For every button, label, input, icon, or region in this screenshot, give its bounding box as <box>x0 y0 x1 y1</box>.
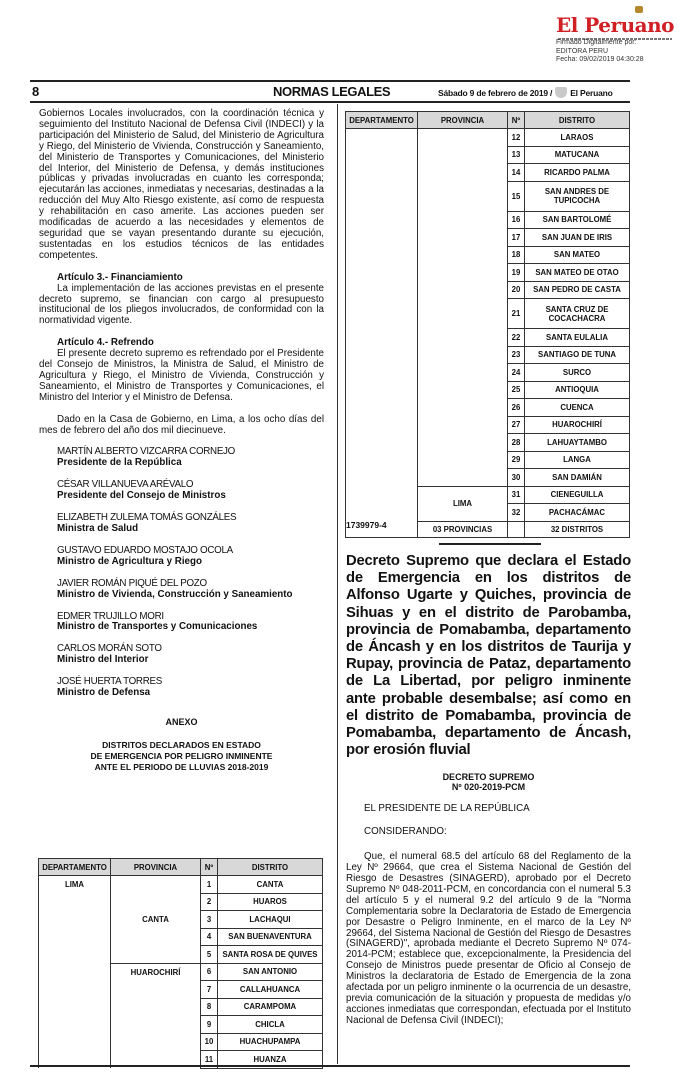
number-cell: 28 <box>508 434 525 452</box>
article-4-title: Artículo 4.- Refrendo <box>57 337 154 349</box>
signatory <box>39 644 324 666</box>
coat-of-arms-icon <box>635 6 643 13</box>
president-line: EL PRESIDENTE DE LA REPÚBLICA <box>364 803 530 815</box>
article-3-text: La implementación de las acciones previstas en el presente decreto supremo, se financian con cargo al presupuesto institucional de los pliegos involucrados, de conformidad con la normatividad vigente. <box>39 282 324 327</box>
signatory-role: Ministra de Salud <box>57 523 139 534</box>
district-cell: SANTA EULALIA <box>525 329 630 347</box>
district-cell: CUENCA <box>525 399 630 417</box>
number-cell: 8 <box>201 998 218 1016</box>
table-row <box>346 129 630 147</box>
signatory-role: Ministro de Transportes y Comunicaciones <box>57 621 258 633</box>
district-cell: LAHUAYTAMBO <box>525 434 630 452</box>
province-cell <box>418 129 508 487</box>
districts-table-part-2 <box>345 111 630 538</box>
province-cell: LIMA <box>418 486 508 521</box>
district-cell: HUAROCHIRÍ <box>525 416 630 434</box>
signatory <box>39 612 324 634</box>
district-cell: SAN BARTOLOMÉ <box>525 211 630 229</box>
decree-number: Nº 020-2019-PCM <box>451 782 526 793</box>
number-cell: 30 <box>508 469 525 487</box>
column-header: PROVINCIA <box>111 859 201 876</box>
number-cell: 20 <box>508 281 525 299</box>
number-cell: 21 <box>508 299 525 329</box>
signatory <box>39 480 324 502</box>
number-cell: 14 <box>508 164 525 182</box>
number-cell: 7 <box>201 981 218 999</box>
signatory <box>39 677 324 699</box>
header-date <box>438 87 613 98</box>
signatory-role: Presidente de la República <box>57 457 182 469</box>
column-header: Nº <box>201 859 218 876</box>
signatory-name: CARLOS MORÁN SOTO <box>57 643 162 655</box>
district-cell: CANTA <box>218 876 323 894</box>
district-cell: SANTIAGO DE TUNA <box>525 346 630 364</box>
district-cell: HUAROS <box>218 893 323 911</box>
district-cell: RICARDO PALMA <box>525 164 630 182</box>
given-paragraph: Dado en la Casa de Gobierno, en Lima, a los ocho días del mes de febrero del año dos mil diecinueve. <box>39 413 324 436</box>
footer-rule <box>30 1065 630 1067</box>
department-cell: LIMA <box>39 876 111 1069</box>
annex-subtitle-line: DE EMERGENCIA POR PELIGRO INMINENTE <box>90 750 273 761</box>
number-cell: 25 <box>508 381 525 399</box>
column-header: DEPARTAMENTO <box>39 859 111 876</box>
signatory-role: Presidente del Consejo de Ministros <box>57 490 226 502</box>
number-cell: 12 <box>508 129 525 147</box>
province-cell: HUAROCHIRÍ <box>111 963 201 1068</box>
signatory <box>39 579 324 601</box>
department-cell <box>346 129 418 538</box>
table-header-row <box>346 112 630 129</box>
signatory-name: GUSTAVO EDUARDO MOSTAJO OCOLA <box>57 544 233 556</box>
column-divider <box>337 104 338 1064</box>
total-provinces: 03 PROVINCIAS <box>418 521 508 537</box>
signatory-role: Ministro del Interior <box>57 654 149 666</box>
number-cell: 16 <box>508 211 525 229</box>
table-header-row <box>39 859 323 876</box>
number-cell: 2 <box>201 893 218 911</box>
number-cell: 11 <box>201 1051 218 1069</box>
district-cell: SAN JUAN DE IRIS <box>525 229 630 247</box>
article-3-title: Artículo 3.- Financiamiento <box>57 271 183 283</box>
signatory <box>39 513 324 535</box>
date-text: Sábado 9 de febrero de 2019 / <box>438 87 553 98</box>
signatory-role: Ministro de Vivienda, Construcción y Saneamiento <box>57 588 293 600</box>
separator-rule <box>439 543 541 545</box>
district-cell: LACHAQUI <box>218 911 323 929</box>
number-cell: 10 <box>201 1033 218 1051</box>
annex-subtitle-line: DISTRITOS DECLARADOS EN ESTADO <box>102 739 261 750</box>
number-cell: 17 <box>508 229 525 247</box>
signature-line: Firmado Digitalmente por: <box>556 39 637 46</box>
column-header: DEPARTAMENTO <box>346 112 418 129</box>
district-cell: SAN MATEO DE OTAO <box>525 264 630 282</box>
annex-title: ANEXO <box>165 716 198 727</box>
number-cell: 26 <box>508 399 525 417</box>
signatory-role: Ministro de Defensa <box>57 687 151 699</box>
signature-line: Fecha: 09/02/2019 04:30:28 <box>556 56 644 63</box>
number-cell: 3 <box>201 911 218 929</box>
district-cell: CIENEGUILLA <box>525 486 630 504</box>
signatory <box>39 447 324 469</box>
signature-line: EDITORA PERU <box>556 47 608 55</box>
district-cell: SAN ANDRES DE TUPICOCHA <box>525 181 630 211</box>
number-cell: 29 <box>508 451 525 469</box>
page-number: 8 <box>32 84 40 99</box>
section-title: NORMAS LEGALES <box>273 84 391 99</box>
district-cell: PACHACÁMAC <box>525 504 630 522</box>
decree-header <box>346 772 631 792</box>
left-column <box>39 109 324 773</box>
number-cell: 5 <box>201 946 218 964</box>
district-cell: HUANZA <box>218 1051 323 1069</box>
signatory-name: CÉSAR VILLANUEVA ARÉVALO <box>57 479 194 491</box>
district-cell: SAN PEDRO DE CASTA <box>525 281 630 299</box>
number-cell: 24 <box>508 364 525 382</box>
document-number: 1739979-4 <box>346 520 387 530</box>
paper-name: El Peruano <box>570 87 613 98</box>
number-cell: 4 <box>201 928 218 946</box>
signatory <box>39 546 324 568</box>
right-column <box>346 520 631 1027</box>
total-districts: 32 DISTRITOS <box>525 521 630 537</box>
district-cell: SAN ANTONIO <box>218 963 323 981</box>
column-header: PROVINCIA <box>418 112 508 129</box>
decree-label: DECRETO SUPREMO <box>442 772 535 783</box>
district-cell: LANGA <box>525 451 630 469</box>
number-cell: 15 <box>508 181 525 211</box>
number-cell: 32 <box>508 504 525 522</box>
header-rule-bottom <box>30 101 630 103</box>
article-4-text: El presente decreto supremo es refrendado por el Presidente del Consejo de Ministros, la Ministra de Salud, el Ministro de Agricultura y Riego, el Ministro de Vivienda, Construcción y Saneamiento, el Ministro de Transportes y Comunicaciones, el Ministro del Interior y el Ministro de Defensa. <box>39 348 324 403</box>
number-cell: 13 <box>508 146 525 164</box>
considering-paragraph: Que, el numeral 68.5 del artículo 68 del Reglamento de la Ley Nº 29664, que crea el Sistema Nacional de Gestión del Riesgo de Desastres (SINAGERD), aprobado por el Decreto Supremo Nº 048-2011-PCM, en concordancia con el numeral 5.3 del artículo 5 y el numeral 9.2 del artículo 9 de la "Norma Complementaria sobre la Declaratoria de Estado de Emergencia por Desastre o Peligro Inminente, en el marco de la Ley Nº 29664, del Sistema Nacional de Gestión del Riesgo de Desastres (SINAGERD)", aprobada mediante el Decreto Supremo Nº 074-2014-PCM; establece que, excepcionalmente, la Presidencia del Consejo de Ministros puede presentar de Oficio al Consejo de Ministros la declaratoria de Estado de Emergencia de la zona afectada por un peligro inminente o la ocurrencia de un desastre, previa comunicación de la situación y propuesta de medidas y/o acciones inmediatas que correspondan, efectuada por el Instituto Nacional de Defensa Civil (INDECI); <box>346 851 631 1026</box>
district-cell: SAN MATEO <box>525 246 630 264</box>
district-cell: CARAMPOMA <box>218 998 323 1016</box>
district-cell: SAN BUENAVENTURA <box>218 928 323 946</box>
column-header: Nº <box>508 112 525 129</box>
number-cell: 27 <box>508 416 525 434</box>
intro-paragraph: Gobiernos Locales involucrados, con la coordinación técnica y seguimiento del Instituto Nacional de Defensa Civil (INDECI) y la participación del Ministerio de Salud, del Ministerio de Agricultura y Riego, del Ministerio de Vivienda, Construcción y Saneamiento, del Ministerio de Transportes y Comunicaciones, del Ministerio del Interior, del Ministerio de Defensa, y demás instituciones públicas y privadas involucradas en cuanto les corresponda; ejecutarán las acciones, inmediatas y necesarias, destinadas a la reducción del Muy Alto Riesgo existente, así como de respuesta y rehabilitación en caso amerite. Las acciones pueden ser modificadas de acuerdo a las necesidades y elementos de seguridad que se vayan presentando durante su ejecución, sustentadas en los estudios técnicos de las entidades competentes. <box>39 108 324 261</box>
district-cell: LARAOS <box>525 129 630 147</box>
district-cell: HUACHUPAMPA <box>218 1033 323 1051</box>
district-cell: SAN DAMIÁN <box>525 469 630 487</box>
district-cell: SURCO <box>525 364 630 382</box>
district-cell: SANTA CRUZ DE COCACHACRA <box>525 299 630 329</box>
annex-subtitle <box>39 740 324 773</box>
signatory-name: JOSÉ HUERTA TORRES <box>57 676 162 688</box>
districts-table-part-1 <box>38 858 323 1069</box>
signatory-name: MARTÍN ALBERTO VIZCARRA CORNEJO <box>57 446 235 458</box>
header-rule-top <box>30 80 630 82</box>
coat-of-arms-icon <box>555 87 567 98</box>
table-row <box>39 876 323 894</box>
number-cell: 1 <box>201 876 218 894</box>
column-header: DISTRITO <box>218 859 323 876</box>
number-cell: 23 <box>508 346 525 364</box>
district-cell: MATUCANA <box>525 146 630 164</box>
district-cell: SANTA ROSA DE QUIVES <box>218 946 323 964</box>
number-cell: 19 <box>508 264 525 282</box>
annex-subtitle-line: ANTE EL PERIODO DE LLUVIAS 2018-2019 <box>94 761 269 772</box>
digital-signature <box>556 39 644 65</box>
district-cell: ANTIOQUIA <box>525 381 630 399</box>
signatory-name: ELIZABETH ZULEMA TOMÁS GONZÁLES <box>57 512 237 524</box>
column-header: DISTRITO <box>525 112 630 129</box>
number-cell: 22 <box>508 329 525 347</box>
district-cell: CHICLA <box>218 1016 323 1034</box>
number-cell: 9 <box>201 1016 218 1034</box>
province-cell: CANTA <box>111 876 201 964</box>
considering-label: CONSIDERANDO: <box>364 826 447 838</box>
number-cell: 6 <box>201 963 218 981</box>
district-cell: CALLAHUANCA <box>218 981 323 999</box>
number-cell: 18 <box>508 246 525 264</box>
signatory-role: Ministro de Agricultura y Riego <box>57 555 202 567</box>
decree-title: Decreto Supremo que declara el Estado de Emergencia en los distritos de Alfonso Ugarte y Quiches, provincia de Sihuas y en el distrito de Parobamba, provincia de Pomabamba, departamento de Áncash y en los distritos de Taurija y Rupay, provincia de Pataz, departamento de La Libertad, por peligro inminente ante probable desembalse; así como en el distrito de Pomabamba, provincia de Pomabamba, departamento de Áncash, por erosión fluvial <box>346 552 631 759</box>
number-cell: 31 <box>508 486 525 504</box>
signatory-name: EDMER TRUJILLO MORI <box>57 610 164 622</box>
logo-text: El Peruano <box>556 13 674 37</box>
signatory-name: JAVIER ROMÁN PIQUÉ DEL POZO <box>57 577 207 589</box>
